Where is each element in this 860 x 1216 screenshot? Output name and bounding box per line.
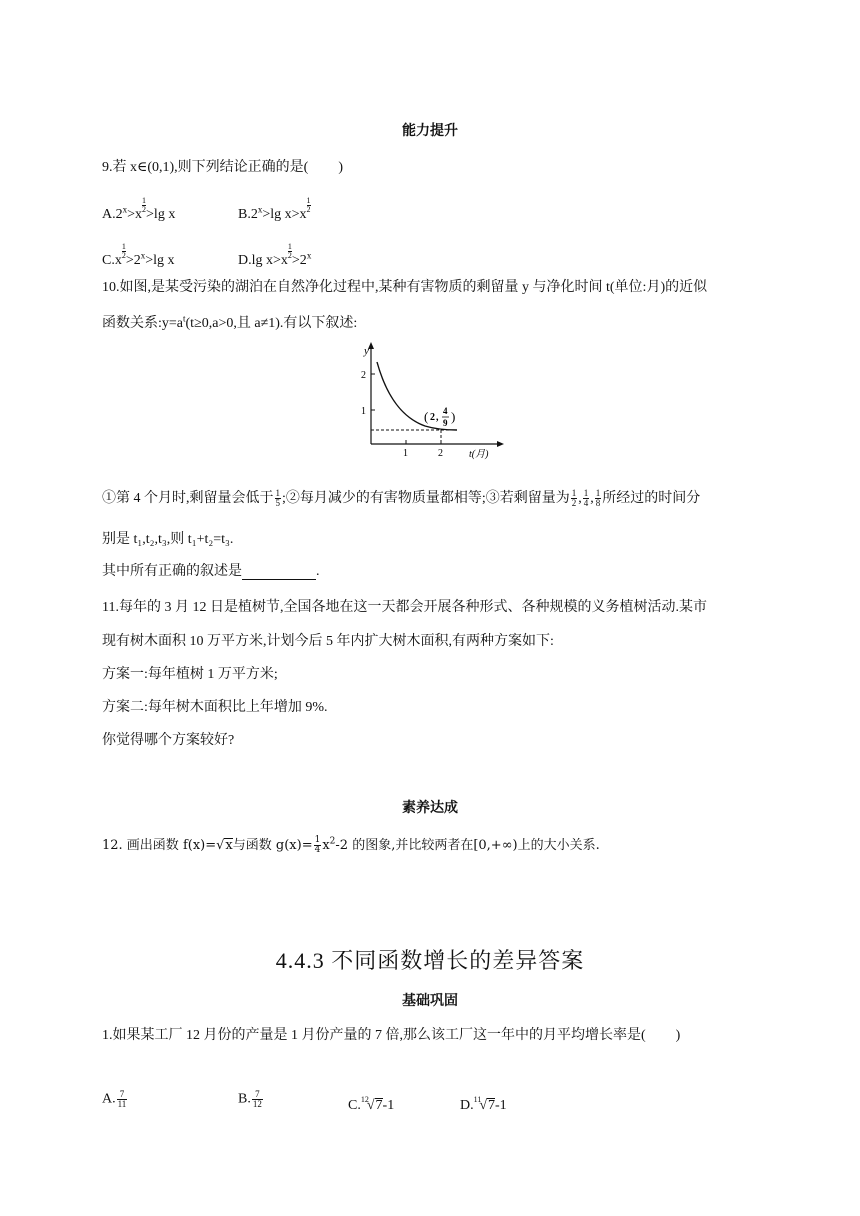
q10-statements: ①第 4 个月时,剩留量会低于 $\frac{1}{5}$ ;②每月减少的有害物质量都相等;③若剩留量为 $\frac{1}{2}$ , $\frac{1}{4}$ , $\frac{1}{8}$ 所经过的时间分 (102, 488, 701, 509)
decay-graph (355, 340, 505, 460)
q11-line4: 方案二:每年树木面积比上年增加 9%. (102, 700, 328, 715)
point-den: 9 (443, 418, 448, 428)
q11-line3: 方案一:每年植树 1 万平方米; (102, 667, 278, 682)
x-axis-arrow (497, 441, 504, 447)
q1-option-b: B. $\frac{7}{12}$ (238, 1089, 262, 1109)
q10-line5: 其中所有正确的叙述是 . (102, 564, 320, 579)
q1-stem: 1.如果某工厂 12 月份的产量是 1 月份产量的 7 倍,那么该工厂这一年中的月平均增长率是( ) (102, 1028, 681, 1043)
section-heading-nengli: 能力提升 (402, 124, 458, 139)
q1-option-c: C.$^{12}$√7-1 (348, 1095, 395, 1113)
x-tick-1: 1 (403, 448, 408, 459)
q9-stem-text: 9.若 x∈(0,1),则下列结论正确的是( (102, 160, 309, 175)
answer-blank[interactable] (242, 567, 316, 580)
y-axis-arrow (368, 342, 374, 349)
q1-option-d: D.$^{11}$√7-1 (460, 1095, 507, 1113)
q1-option-a: A. $\frac{7}{11}$ (102, 1089, 127, 1109)
q9-option-c: C.x $\frac{1}{2}>2^x>\lg$ x (102, 242, 175, 268)
q10-line2: 函数关系$:y=a^t(t\ge 0,a>0$,且 a≠1).有以下叙述: (102, 313, 358, 331)
q9-option-a: $A.2^x>x$ $\frac{1}{2}>\lg$ x (102, 196, 176, 222)
q11-line5: 你觉得哪个方案较好? (102, 733, 235, 748)
y-tick-2: 2 (361, 370, 366, 381)
q9-option-d: D.lg x>x $\frac{1}{2}>2^x$ (238, 242, 312, 268)
y-tick-1: 1 (361, 406, 366, 417)
q11-line1: 11.每年的 3 月 12 日是植树节,全国各地在这一天都会开展各种形式、各种规模的义务植树活动.某市 (102, 600, 707, 615)
q10-line1: 10.如图,是某受污染的湖泊在自然净化过程中,某种有害物质的剩留量 y 与净化时间 t(单位:月)的近似 (102, 280, 708, 295)
point-open-paren: ( (424, 409, 429, 424)
q9-paren: ) (338, 160, 344, 175)
q10-line4: 别是 t₁,t₂,t₃,则 t₁+t₂=t₃. (102, 532, 234, 547)
section-heading-jichu: 基础巩固 (402, 994, 458, 1009)
point-sep: , (436, 412, 439, 423)
q9-stem (102, 156, 343, 176)
q11-line2: 现有树木面积 10 万平方米,计划今后 5 年内扩大树木面积,有两种方案如下: (102, 634, 554, 649)
q9-option-b: $B.2^x>\lg$ x>x $\frac{1}{2}$ (238, 196, 311, 222)
point-num: 4 (443, 406, 448, 416)
section-heading-suyang: 素养达成 (402, 801, 458, 816)
y-label: y (364, 345, 369, 357)
x-tick-2: 2 (438, 448, 443, 459)
x-label: t(月) (469, 449, 489, 460)
point-close-paren: ) (451, 409, 456, 424)
answer-title: 4.4.3 不同函数增长的差异答案 (275, 948, 585, 973)
point-x: 2 (430, 412, 435, 423)
q12-text: 12. 画出函数 f(x)=√x与函数 g(x)= $\frac{1}{4}$ $x^2-2$ 的图象,并比较两者在[0,+∞)上的大小关系. (102, 835, 600, 855)
